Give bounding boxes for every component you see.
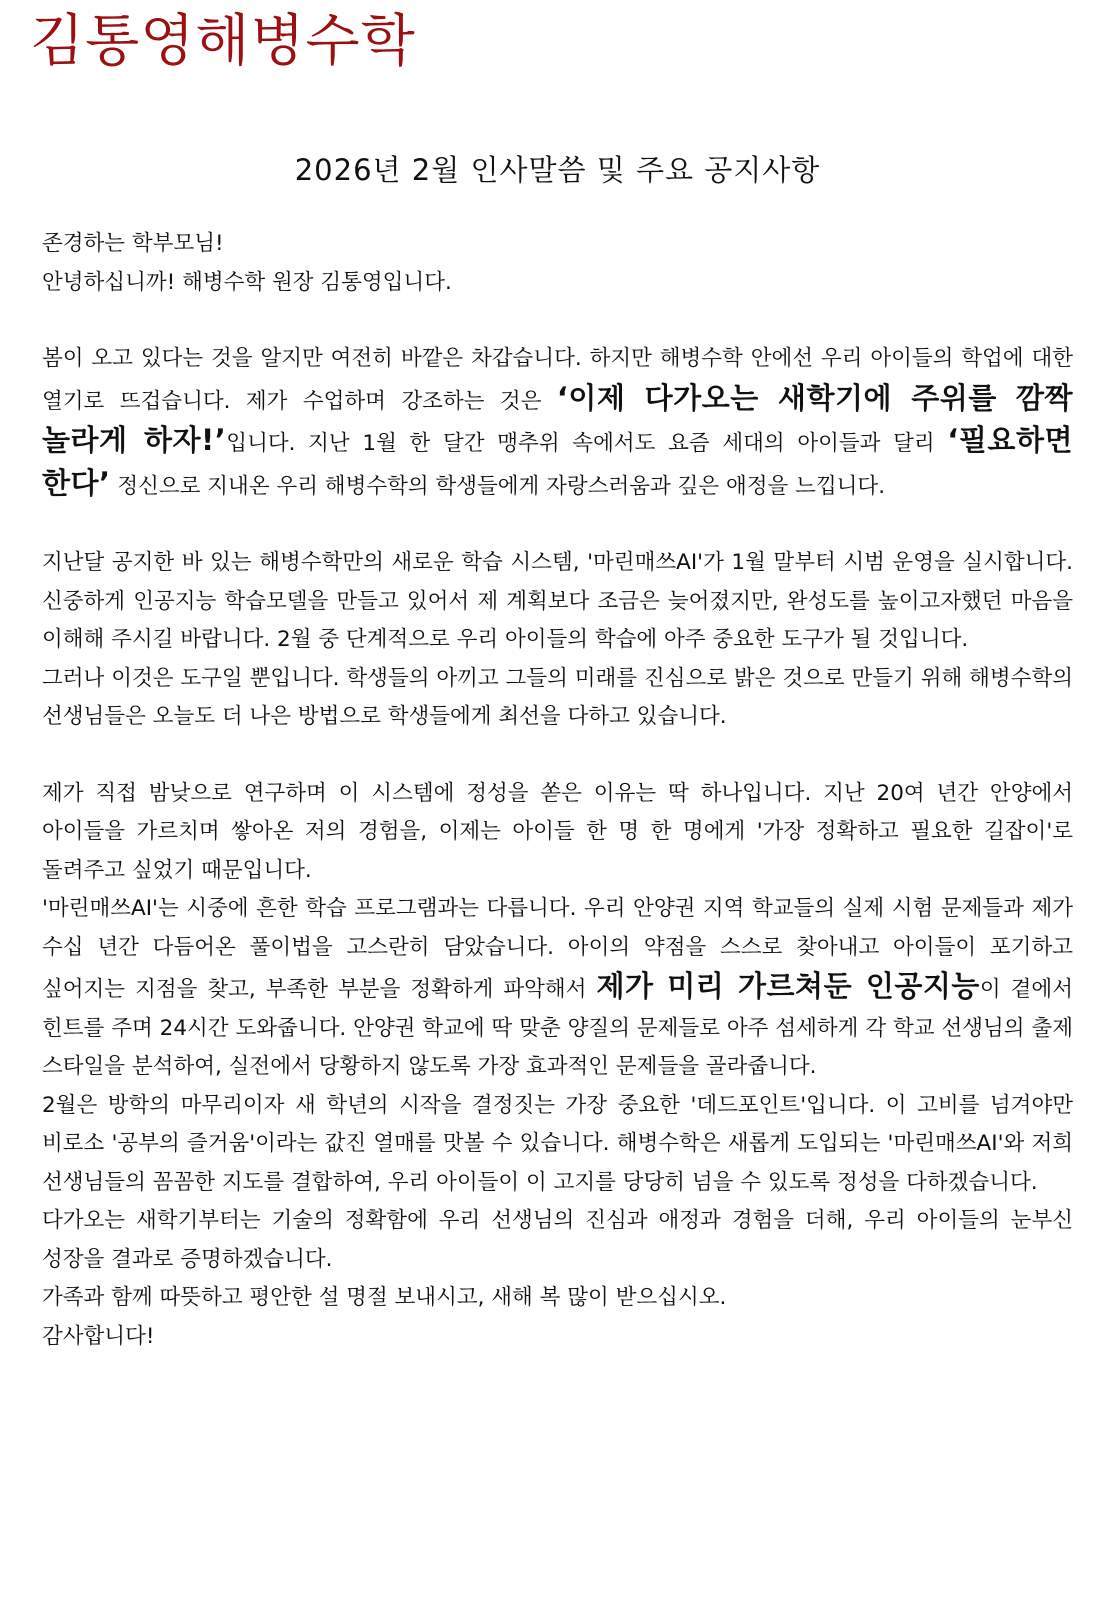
paragraph-text: 입니다. 지난 1월 한 달간 맹추위 속에서도 요즘 세대의 아이들과 달리 [226, 431, 948, 456]
paragraph-text: 봄이 오고 있다는 것을 알지만 여전히 바깥은 차갑습니다. 하지만 해병수학 안에선 우리 아이들의 학업에 대한 열기로 뜨겁습니다. 제가 수업하며 강조하는 것은 [42, 346, 1073, 414]
paragraph [30, 890, 1073, 1087]
paragraph [30, 340, 1073, 506]
academy-logo: 김통영해병수학 [30, 9, 416, 74]
paragraph-text: 이 곁에서 힌트를 주며 24시간 도와줍니다. 안양권 학교에 딱 맞춘 양질의 문제들로 아주 섬세하게 각 학교 선생님의 출제 스타일을 분석하여, 실전에서 당황하지 않도록 가장 효과적인 문제들을 골라줍니다. [42, 977, 1073, 1079]
paragraph: 2월은 방학의 마무리이자 새 학년의 시작을 결정짓는 가장 중요한 '데드포인트'입니다. 이 고비를 넘겨야만 비로소 '공부의 즐거움'이라는 값진 열매를 맛볼 수 있습니다. 해병수학은 새롭게 도입되는 '마린매쓰AI'와 저희 선생님들의 꼼꼼한 지도를 결합하여, 우리 아이들이 이 고지를 당당히 넘을 수 있도록 정성을 다하겠습니다. [42, 1092, 1073, 1195]
paragraph-text: 정신으로 지내온 우리 해병수학의 학생들에게 자랑스러움과 깊은 애정을 느낍니다. [110, 473, 886, 499]
document-title: 2026년 2월 인사말씀 및 주요 공지사항 [294, 153, 821, 187]
paragraph-text: '마린매쓰AI'는 시중에 흔한 학습 프로그램과는 다릅니다. 우리 안양권 지역 학교들의 실제 시험 문제들과 제가 수십 년간 다듬어온 풀이법을 고스란히 담았습니다. 아이의 약점을 스스로 찾아내고 아이들이 포기하고 싶어지는 지점을 찾고, 부족한 부분을 정확하게 파악해서 [42, 896, 1073, 1002]
emphasis-text: ‘이제 다가오는 새학기에 주위를 깜짝 놀라게 하자!’ [42, 380, 1073, 457]
greeting-line: 안녕하십니까! 해병수학 원장 김통영입니다. [42, 269, 452, 295]
emphasis-text: ‘필요하면 한다’ [42, 423, 1073, 500]
closing-line: 감사합니다! [42, 1323, 155, 1349]
paragraph: 가족과 함께 따뜻하고 평안한 설 명절 보내시고, 새해 복 많이 받으십시오. [42, 1285, 727, 1310]
paragraph: 제가 직접 밤낮으로 연구하며 이 시스템에 정성을 쏟은 이유는 딱 하나입니다. 지난 20여 년간 안양에서 아이들을 가르치며 쌓아온 저의 경험을, 이제는 아이들 한 명 한 명에게 '가장 정확하고 필요한 길잡이'로 돌려주고 싶었기 때문입니다. [42, 780, 1073, 883]
paragraph: 다가오는 새학기부터는 기술의 정확함에 우리 선생님의 진심과 애정과 경험을 더해, 우리 아이들의 눈부신 성장을 결과로 증명하겠습니다. [42, 1208, 1073, 1272]
emphasis-text: 제가 미리 가르쳐둔 인공지능 [596, 969, 980, 1003]
paragraph: 그러나 이것은 도구일 뿐입니다. 학생들의 아끼고 그들의 미래를 진심으로 밝은 것으로 만들기 위해 해병수학의 선생님들은 오늘도 더 나은 방법으로 학생들에게 최선을 다하고 있습니다. [42, 665, 1073, 729]
greeting-line: 존경하는 학부모님! [42, 231, 224, 256]
letter-body [30, 225, 1073, 1356]
paragraph: 지난달 공지한 바 있는 해병수학만의 새로운 학습 시스템, '마린매쓰AI'가 1월 말부터 시범 운영을 실시합니다. 신중하게 인공지능 학습모델을 만들고 있어서 제 계획보다 조금은 늦어졌지만, 완성도를 높이고자했던 마음을 이해해 주시길 바랍니다. 2월 중 단계적으로 우리 아이들의 학습에 아주 중요한 도구가 될 것입니다. [42, 550, 1073, 652]
